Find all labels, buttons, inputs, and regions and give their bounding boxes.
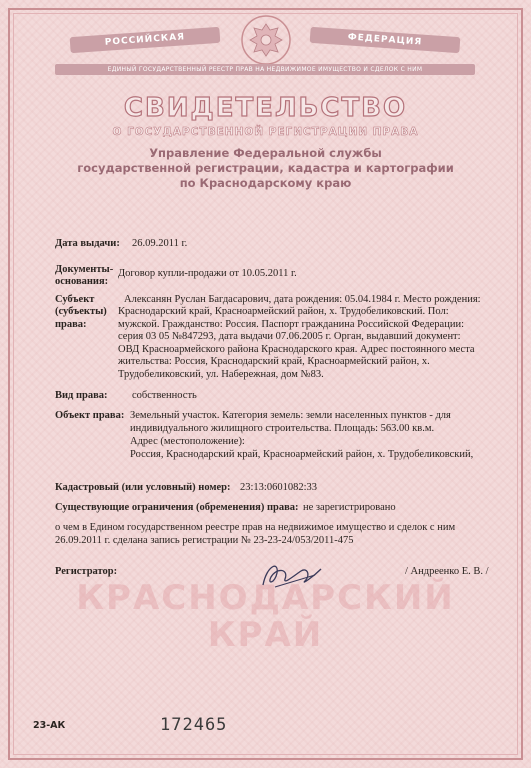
subject-line-7: Трудобеликовский, ул. Набережная, дом №83. — [118, 369, 324, 380]
region-code: 23-АК — [33, 720, 66, 731]
registrar-name: / Андреенко Е. В. / — [405, 566, 489, 577]
right-type-label: Вид права: — [55, 390, 108, 401]
ribbon-federation: ФЕДЕРАЦИЯ — [310, 27, 461, 53]
page-title: СВИДЕТЕЛЬСТВО — [123, 93, 408, 123]
documents-value: Договор купли-продажи от 10.05.2011 г. — [118, 268, 297, 279]
object-line-4: Россия, Краснодарский край, Красноармейский район, х. Трудобеликовский, — [130, 449, 474, 460]
watermark-line-2: КРАЙ — [207, 615, 324, 655]
object-line-2: индивидуального жилищного строительства. Площадь: 563.00 кв.м. — [130, 423, 435, 434]
restrictions-value: не зарегистрировано — [303, 502, 396, 513]
documents-label-2: основания: — [55, 276, 109, 287]
authority-line-1: Управление Федеральной службы — [149, 146, 382, 160]
documents-label-1: Документы- — [55, 264, 114, 275]
object-line-1: Земельный участок. Категория земель: земли населенных пунктов - для — [130, 410, 451, 421]
subject-line-6: жительства: Россия, Краснодарский край, Красноармейский район, х. — [118, 356, 430, 367]
issue-date-value: 26.09.2011 г. — [132, 238, 188, 249]
authority-line-2: государственной регистрации, кадастра и картографии — [77, 161, 454, 175]
registry-ribbon: ЕДИНЫЙ ГОСУДАРСТВЕННЫЙ РЕЕСТР ПРАВ НА НЕДВИЖИМОЕ ИМУЩЕСТВО И СДЕЛОК С НИМ — [55, 64, 475, 75]
subject-line-3: мужской. Гражданство: Россия. Паспорт гражданина Российской Федерации: — [118, 319, 464, 330]
watermark-line-1: КРАСНОДАРСКИЙ — [76, 578, 455, 618]
subject-line-4: серия 03 05 №847293, дата выдачи 07.06.2005 г. Орган, выдавший документ: — [118, 331, 461, 342]
page-subtitle: О ГОСУДАРСТВЕННОЙ РЕГИСТРАЦИИ ПРАВА — [112, 126, 419, 138]
ribbon-russian: РОССИЙСКАЯ — [70, 27, 221, 53]
restrictions-label: Существующие ограничения (обременения) права: — [55, 502, 299, 513]
coat-of-arms-icon — [240, 14, 292, 66]
cadastral-label: Кадастровый (или условный) номер: — [55, 482, 231, 493]
registrar-label: Регистратор: — [55, 566, 118, 577]
issuing-authority — [60, 146, 471, 191]
subject-line-1: Алексанян Руслан Багдасарович, дата рождения: 05.04.1984 г. Место рождения: — [124, 294, 481, 305]
issue-date-label: Дата выдачи: — [55, 238, 120, 249]
cadastral-value: 23:13:0601082:33 — [240, 482, 318, 493]
subject-label-2: (субъекты) — [55, 306, 107, 317]
registrar-signature — [255, 555, 325, 595]
subject-label-1: Субъект — [55, 294, 95, 305]
record-line-2: 26.09.2011 г. сделана запись регистрации № 23-23-24/053/2011-475 — [55, 535, 354, 546]
authority-line-3: по Краснодарскому краю — [179, 176, 352, 190]
right-type-value: собственность — [132, 390, 197, 401]
object-line-3: Адрес (местоположение): — [130, 436, 245, 447]
subject-line-2: Краснодарский край, Красноармейский район, х. Трудобеликовский. Пол: — [118, 306, 449, 317]
object-label: Объект права: — [55, 410, 125, 421]
subject-label-3: права: — [55, 319, 87, 330]
record-line-1: о чем в Едином государственном реестре прав на недвижимое имущество и сделок с ним — [55, 522, 456, 533]
subject-line-5: ОВД Красноармейского района Краснодарского края. Адрес постоянного места — [118, 344, 475, 355]
serial-number: 172465 — [160, 715, 228, 735]
